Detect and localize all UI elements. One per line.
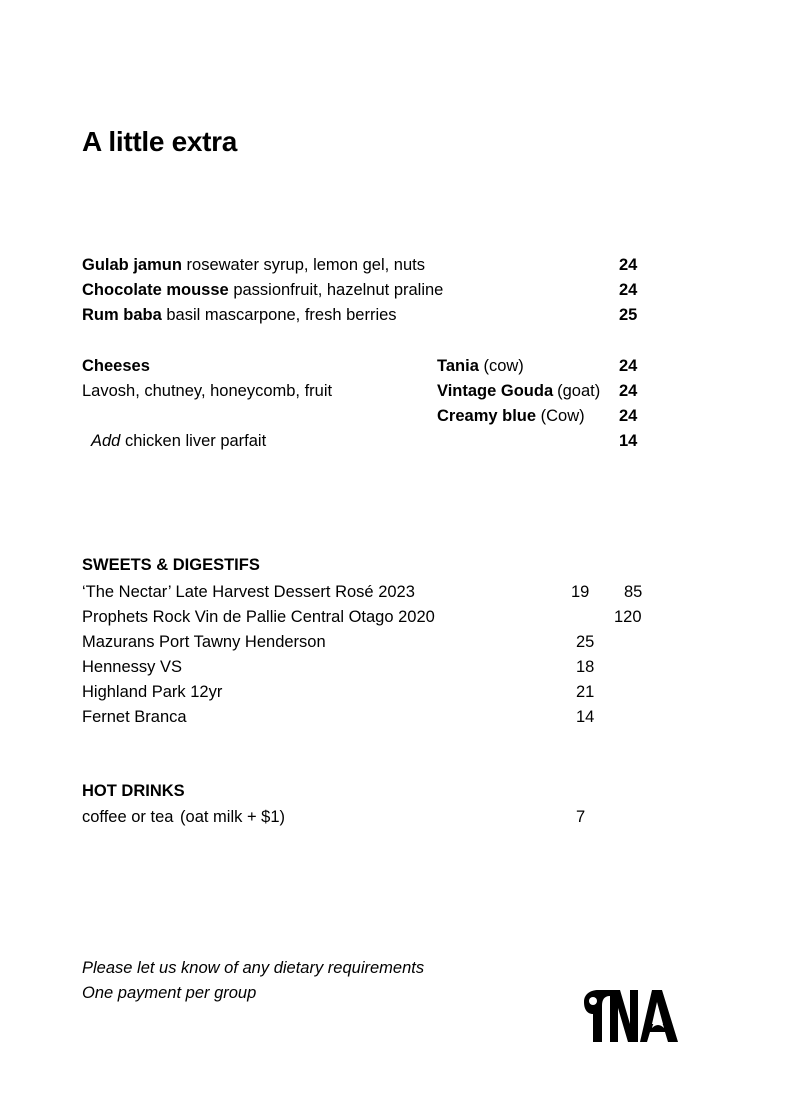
dessert-description: basil mascarpone, fresh berries (166, 306, 397, 324)
hot-drink-note: (oat milk + $1) (180, 808, 286, 826)
dessert-name: Gulab jamun (82, 256, 182, 274)
dessert-name: Chocolate mousse (82, 281, 229, 299)
cheese-item (437, 381, 600, 401)
sweets-item-bottle-price: 120 (614, 608, 642, 626)
cheese-addon (91, 431, 266, 451)
sweets-item-name: Hennessy VS (82, 658, 182, 676)
cheese-price: 24 (619, 382, 638, 400)
addon-price: 14 (619, 432, 638, 450)
dessert-item (82, 305, 397, 325)
sweets-item-bottle-price: 85 (624, 583, 643, 601)
sweets-item-name: Prophets Rock Vin de Pallie Central Otago 2020 (82, 608, 435, 626)
sweets-heading: SWEETS & DIGESTIFS (82, 556, 260, 574)
footer-payment-note: One payment per group (82, 984, 257, 1002)
cheese-item (437, 356, 524, 376)
dessert-item (82, 280, 443, 300)
dessert-price: 24 (619, 256, 638, 274)
sweets-item-glass-price: 18 (576, 658, 595, 676)
sweets-item-glass-price: 14 (576, 708, 595, 726)
sweets-item-name: ‘The Nectar’ Late Harvest Dessert Rosé 2023 (82, 583, 415, 601)
sweets-item-glass-price: 19 (571, 583, 590, 601)
sweets-item-name: Fernet Branca (82, 708, 187, 726)
dessert-item (82, 255, 425, 275)
cheese-milk: (goat) (557, 382, 601, 400)
dessert-description: rosewater syrup, lemon gel, nuts (186, 256, 425, 274)
cheese-name: Creamy blue (437, 407, 537, 425)
addon-prefix: Add (91, 432, 121, 450)
cheese-milk: (cow) (483, 357, 524, 375)
cheese-name: Vintage Gouda (437, 382, 554, 400)
hot-drinks-item (82, 807, 285, 827)
hot-drinks-heading: HOT DRINKS (82, 782, 185, 800)
dessert-price: 25 (619, 306, 638, 324)
cheese-name: Tania (437, 357, 479, 375)
dessert-description: passionfruit, hazelnut praline (233, 281, 444, 299)
sweets-item-name: Mazurans Port Tawny Henderson (82, 633, 326, 651)
cheeses-accompaniments: Lavosh, chutney, honeycomb, fruit (82, 382, 333, 400)
addon-text: chicken liver parfait (124, 432, 267, 450)
restaurant-logo-icon (580, 988, 682, 1046)
cheese-price: 24 (619, 357, 638, 375)
sweets-item-name: Highland Park 12yr (82, 683, 223, 701)
hot-drink-name: coffee or tea (82, 808, 174, 826)
page-title: A little extra (82, 126, 238, 157)
footer-dietary-note: Please let us know of any dietary requirements (82, 959, 425, 977)
sweets-item-glass-price: 21 (576, 683, 595, 701)
cheese-price: 24 (619, 407, 638, 425)
dessert-price: 24 (619, 281, 638, 299)
cheese-item (437, 406, 585, 426)
hot-drink-price: 7 (576, 808, 586, 826)
sweets-item-glass-price: 25 (576, 633, 595, 651)
cheese-milk: (Cow) (540, 407, 585, 425)
cheeses-heading: Cheeses (82, 357, 150, 375)
dessert-name: Rum baba (82, 306, 162, 324)
